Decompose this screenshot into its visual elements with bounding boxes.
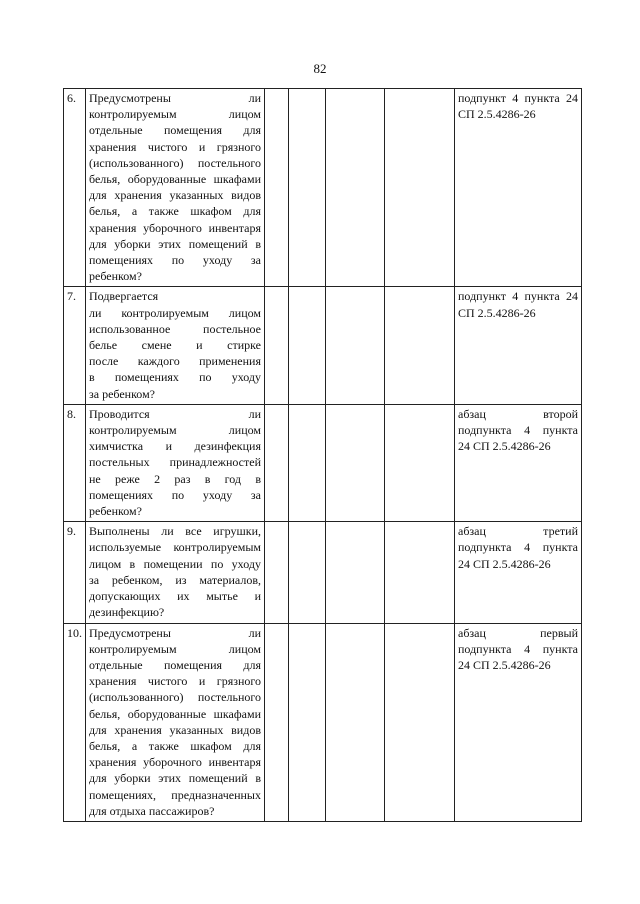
question-line: использованное постельное <box>89 321 261 336</box>
question-cell <box>86 522 265 623</box>
reference-line: подпункта 4 пункта <box>458 540 578 555</box>
note-cell[interactable] <box>385 623 455 821</box>
reference-cell <box>455 522 582 623</box>
answer-no-cell[interactable] <box>289 89 326 287</box>
question-cell <box>86 404 265 521</box>
row-number: 7. <box>64 287 86 404</box>
question-line: химчистка и дезинфекция <box>89 439 261 454</box>
question-line: за ребенком, из материалов, <box>89 572 261 587</box>
reference-line: подпункт 4 пункта 24 <box>458 289 578 304</box>
question-line: дезинфекцию? <box>89 605 165 620</box>
row-number: 8. <box>64 404 86 521</box>
question-line: после каждого применения <box>89 354 261 369</box>
question-line: белье смене и стирке <box>89 338 261 353</box>
page-number: 82 <box>313 61 327 76</box>
question-line: контролируемым лицом <box>89 107 261 122</box>
note-cell[interactable] <box>385 522 455 623</box>
question-line: помещениях, предназначенных <box>89 787 261 802</box>
not-applicable-cell[interactable] <box>326 623 385 821</box>
reference-line: 24 СП 2.5.4286-26 <box>458 657 551 672</box>
reference-line: подпункта 4 пункта <box>458 641 578 656</box>
question-line: Подвергается <box>89 289 159 304</box>
question-line: белья, а также шкафом для <box>89 204 261 219</box>
question-line: контролируемым лицом <box>89 641 261 656</box>
reference-cell <box>455 287 582 404</box>
not-applicable-cell[interactable] <box>326 522 385 623</box>
question-line: Предусмотрены ли <box>89 625 261 640</box>
question-cell <box>86 623 265 821</box>
reference-line: 24 СП 2.5.4286-26 <box>458 439 551 454</box>
question-cell <box>86 89 265 287</box>
question-line: (использованного) постельного <box>89 690 261 705</box>
answer-yes-cell[interactable] <box>265 287 289 404</box>
question-line: ребенком? <box>89 504 142 519</box>
not-applicable-cell[interactable] <box>326 287 385 404</box>
answer-no-cell[interactable] <box>289 287 326 404</box>
reference-line: абзац третий <box>458 524 578 539</box>
reference-line: СП 2.5.4286-26 <box>458 107 536 122</box>
question-line: отдельные помещения для <box>89 123 261 138</box>
answer-yes-cell[interactable] <box>265 89 289 287</box>
question-line: лицом в помещении по уходу <box>89 556 261 571</box>
question-line: Выполнены ли все игрушки, <box>89 524 261 539</box>
note-cell[interactable] <box>385 287 455 404</box>
question-line: хранения уборочного инвентаря <box>89 755 261 770</box>
question-line: контролируемым лицом <box>89 423 261 438</box>
reference-line: абзац первый <box>458 625 578 640</box>
question-cell <box>86 287 265 404</box>
reference-line: абзац второй <box>458 406 578 421</box>
row-number: 9. <box>64 522 86 623</box>
question-line: хранения уборочного инвентаря <box>89 220 261 235</box>
reference-cell <box>455 89 582 287</box>
question-line: в помещениях по уходу <box>89 370 261 385</box>
reference-line: СП 2.5.4286-26 <box>458 305 536 320</box>
question-line: белья, оборудованные шкафами <box>89 172 261 187</box>
answer-yes-cell[interactable] <box>265 623 289 821</box>
note-cell[interactable] <box>385 89 455 287</box>
question-line: белья, оборудованные шкафами <box>89 706 261 721</box>
answer-yes-cell[interactable] <box>265 522 289 623</box>
question-line: отдельные помещения для <box>89 657 261 672</box>
row-number: 10. <box>64 623 86 821</box>
question-line: Проводится ли <box>89 406 261 421</box>
answer-yes-cell[interactable] <box>265 404 289 521</box>
question-line: для хранения указанных видов <box>89 188 261 203</box>
question-line: хранения чистого и грязного <box>89 139 261 154</box>
table-row <box>64 623 582 821</box>
answer-no-cell[interactable] <box>289 522 326 623</box>
table-row <box>64 522 582 623</box>
not-applicable-cell[interactable] <box>326 89 385 287</box>
reference-line: подпункт 4 пункта 24 <box>458 91 578 105</box>
question-line: хранения чистого и грязного <box>89 674 261 689</box>
question-line: для хранения указанных видов <box>89 722 261 737</box>
question-line: помещениях по уходу за <box>89 253 261 268</box>
question-line: постельных принадлежностей <box>89 455 261 470</box>
question-line: для отдыха пассажиров? <box>89 803 215 818</box>
question-line: белья, а также шкафом для <box>89 738 261 753</box>
note-cell[interactable] <box>385 404 455 521</box>
reference-line: подпункта 4 пункта <box>458 423 578 438</box>
reference-cell <box>455 623 582 821</box>
row-number: 6. <box>64 89 86 287</box>
answer-no-cell[interactable] <box>289 623 326 821</box>
question-line: за ребенком? <box>89 386 155 401</box>
question-line: используемые контролируемым <box>89 540 261 555</box>
question-line: для уборки этих помещений в <box>89 236 261 251</box>
question-line: Предусмотрены ли <box>89 91 261 105</box>
question-line: помещениях по уходу за <box>89 487 261 502</box>
question-line: ребенком? <box>89 269 142 284</box>
reference-cell <box>455 404 582 521</box>
question-line: ли контролируемым лицом <box>89 305 261 320</box>
answer-no-cell[interactable] <box>289 404 326 521</box>
question-line: (использованного) постельного <box>89 155 261 170</box>
not-applicable-cell[interactable] <box>326 404 385 521</box>
reference-line: 24 СП 2.5.4286-26 <box>458 556 551 571</box>
question-line: допускающих их мытье и <box>89 589 261 604</box>
question-line: для уборки этих помещений в <box>89 771 261 786</box>
checklist-table <box>63 88 582 822</box>
question-line: не реже 2 раз в год в <box>89 471 261 486</box>
table-row <box>64 287 582 404</box>
table-row <box>64 404 582 521</box>
table-row <box>64 89 582 287</box>
